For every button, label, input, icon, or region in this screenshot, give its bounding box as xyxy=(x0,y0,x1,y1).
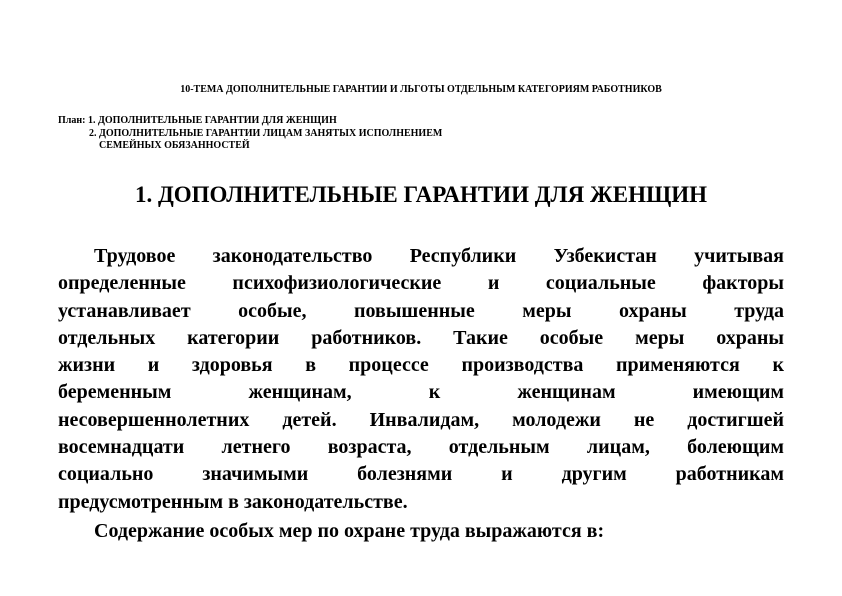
paragraph-line: Трудовое законодательство Республики Узбекистан учитывая xyxy=(94,245,784,267)
paragraph-2: Содержание особых мер по охране труда выражаются в: xyxy=(94,520,605,542)
paragraph-line: несовершеннолетних детей. Инвалидам, молодежи не достигшей xyxy=(58,408,784,431)
plan-item-1: План: 1. ДОПОЛНИТЕЛЬНЫЕ ГАРАНТИИ ДЛЯ ЖЕНЩИН xyxy=(58,115,337,126)
paragraph-line: устанавливает особые, повышенные меры охраны труда xyxy=(58,299,784,322)
paragraph-line: жизни и здоровья в процессе производства применяются к xyxy=(58,354,784,377)
paragraph-line: восемнадцати летнего возраста, отдельным лицам, болеющим xyxy=(58,436,784,459)
paragraph-line: социально значимыми болезнями и другим работникам xyxy=(58,463,784,486)
paragraph-1 xyxy=(58,243,784,516)
plan-block xyxy=(58,115,442,153)
paragraph-line: определенные психофизиологические и социальные факторы xyxy=(58,272,784,295)
paragraph-line: беременным женщинам, к женщинам имеющим xyxy=(58,381,784,404)
paragraph-line: предусмотренным в законодательстве. xyxy=(58,490,408,513)
plan-item-2-continuation: СЕМЕЙНЫХ ОБЯЗАННОСТЕЙ xyxy=(99,140,250,151)
topic-title: 10-ТЕМА ДОПОЛНИТЕЛЬНЫЕ ГАРАНТИИ И ЛЬГОТЫ ОТДЕЛЬНЫМ КАТЕГОРИЯМ РАБОТНИКОВ xyxy=(180,84,662,95)
plan-item-2: 2. ДОПОЛНИТЕЛЬНЫЕ ГАРАНТИИ ЛИЦАМ ЗАНЯТЫХ ИСПОЛНЕНИЕМ xyxy=(89,127,443,139)
paragraph-line: отдельных категории работников. Такие особые меры охраны xyxy=(58,326,784,349)
section-heading: 1. ДОПОЛНИТЕЛЬНЫЕ ГАРАНТИИ ДЛЯ ЖЕНЩИН xyxy=(134,182,708,207)
